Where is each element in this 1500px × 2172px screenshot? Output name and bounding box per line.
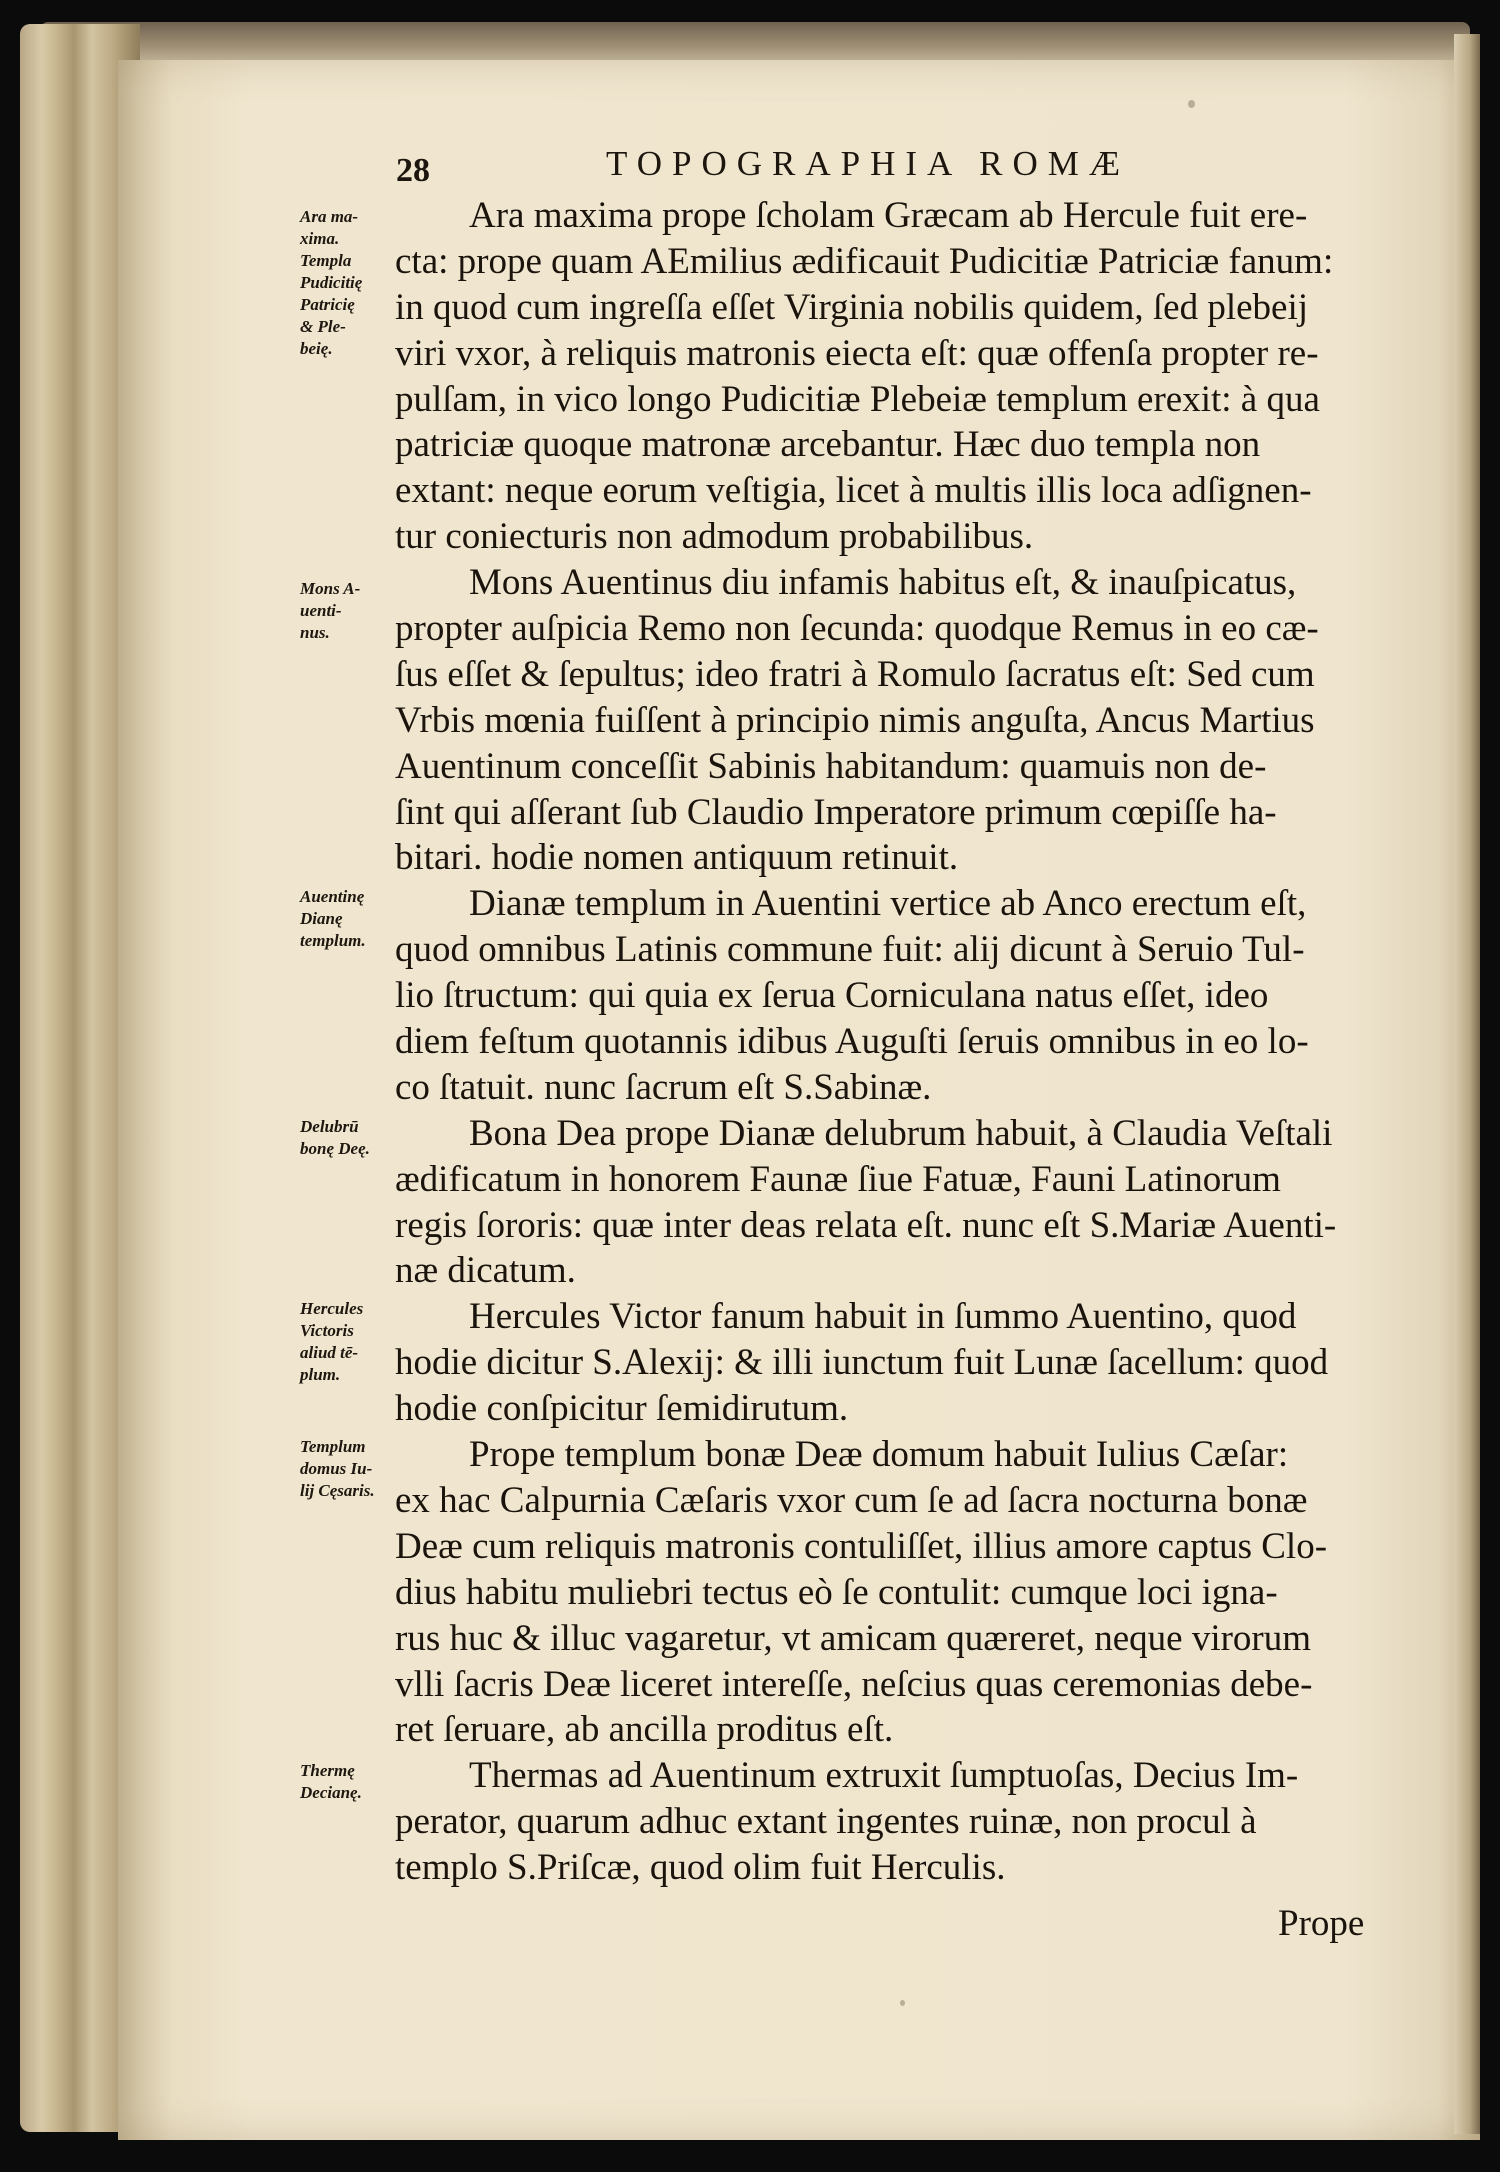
ink-spot	[900, 2000, 905, 2006]
text-line: hodie conſpicitur ſemidirutum.	[395, 1388, 849, 1430]
sidenote-line: nus.	[300, 623, 330, 642]
text-line: Auentinum conceſſit Sabinis habitandum: quamuis non de-	[395, 745, 1267, 787]
text-line: dius habitu muliebri tectus eò ſe contulit: cumque loci igna-	[395, 1571, 1278, 1613]
text-line: Deæ cum reliquis matronis contuliſſet, illius amore captus Clo-	[395, 1525, 1328, 1567]
text-line: ſus eſſet & ſepultus; ideo fratri à Romulo ſacratus eſt: Sed cum	[395, 653, 1315, 695]
text-line: pulſam, in vico longo Pudicitiæ Plebeiæ templum erexit: à qua	[395, 378, 1320, 420]
sidenote-line: Decianę.	[300, 1783, 362, 1802]
text-line: Vrbis mœnia fuiſſent à principio nimis anguſta, Ancus Martius	[395, 699, 1315, 741]
page-gutter	[1454, 34, 1480, 2134]
sidenote-line: uenti-	[300, 601, 342, 620]
text-line: Hercules Victor fanum habuit in ſummo Auentino, quod	[469, 1296, 1297, 1338]
sidenote-line: templum.	[300, 931, 366, 950]
sidenote-line: Auentinę	[300, 887, 365, 906]
sidenote-ara-maxima	[300, 206, 396, 360]
running-head	[0, 144, 1500, 194]
sidenote-line: Delubrū	[300, 1117, 359, 1136]
text-line: regis ſororis: quæ inter deas relata eſt. nunc eſt S.Mariæ Auenti-	[395, 1204, 1337, 1246]
text-line: propter auſpicia Remo non ſecunda: quodque Remus in eo cæ-	[395, 608, 1319, 650]
page-number: 28	[396, 152, 430, 189]
sidenote-line: & Ple-	[300, 317, 346, 336]
sidenote-line: Pudicitię	[300, 273, 363, 292]
text-line: hodie dicitur S.Alexij: & illi iunctum fuit Lunæ ſacellum: quod	[395, 1342, 1329, 1384]
sidenote-line: Hercules	[300, 1299, 364, 1318]
text-line: ædificatum in honorem Faunæ ſiue Fatuæ, Fauni Latinorum	[395, 1158, 1281, 1200]
text-line: lio ſtructum: qui quia ex ſerua Corniculana natus eſſet, ideo	[395, 975, 1269, 1017]
main-text	[395, 193, 1396, 1891]
text-line: diem feſtum quotannis idibus Auguſti ſeruis omnibus in eo lo-	[395, 1021, 1309, 1063]
page-title: TOPOGRAPHIA ROMÆ	[606, 144, 1131, 183]
sidenote-templum-domus-iulii	[300, 1436, 396, 1502]
text-line: rus huc & illuc vagaretur, vt amicam quæreret, neque virorum	[395, 1617, 1312, 1659]
text-line: vlli ſacris Deæ liceret intereſſe, neſcius quas ceremonias debe-	[395, 1663, 1313, 1705]
sidenote-thermae-decianae	[300, 1760, 396, 1804]
sidenote-line: Templum	[300, 1437, 366, 1456]
text-line: Thermas ad Auentinum extruxit ſumptuoſas, Decius Im-	[469, 1755, 1299, 1797]
sidenote-line: beię.	[300, 339, 333, 358]
sidenote-line: domus Iu-	[300, 1459, 373, 1478]
text-line: tur coniecturis non admodum probabilibus.	[395, 516, 1034, 558]
text-line: viri vxor, à reliquis matronis eiecta eſt: quæ offenſa propter re-	[395, 332, 1319, 374]
sidenote-line: aliud tē-	[300, 1343, 359, 1362]
sidenote-line: Patricię	[300, 295, 355, 314]
text-line: næ dicatum.	[395, 1250, 576, 1292]
sidenote-line: Dianę	[300, 909, 343, 928]
sidenote-hercules-victoris	[300, 1298, 396, 1386]
catchword: Prope	[1278, 1903, 1365, 1944]
text-line: quod omnibus Latinis commune fuit: alij dicunt à Seruio Tul-	[395, 929, 1305, 971]
text-line: extant: neque eorum veſtigia, licet à multis illis loca adſignen-	[395, 470, 1312, 512]
sidenote-aventinae-dianae	[300, 886, 396, 952]
text-line: ret ſeruare, ab ancilla proditus eſt.	[395, 1709, 894, 1751]
sidenote-line: Templa	[300, 251, 352, 270]
text-line: in quod cum ingreſſa eſſet Virginia nobilis quidem, ſed plebeij	[395, 286, 1309, 328]
text-line: Prope templum bonæ Deæ domum habuit Iulius Cæſar:	[469, 1434, 1289, 1476]
sidenote-delubrum-bonae-deae	[300, 1116, 396, 1160]
text-line: patriciæ quoque matronæ arcebantur. Hæc duo templa non	[395, 424, 1261, 466]
sidenote-line: xima.	[300, 229, 340, 248]
ink-spot	[1188, 100, 1195, 108]
sidenote-line: Thermę	[300, 1761, 355, 1780]
text-line: cta: prope quam AEmilius ædificauit Pudicitiæ Patriciæ fanum:	[395, 240, 1334, 282]
text-line: Bona Dea prope Dianæ delubrum habuit, à Claudia Veſtali	[469, 1112, 1333, 1154]
text-line: co ſtatuit. nunc ſacrum eſt S.Sabinæ.	[395, 1066, 932, 1108]
sidenote-mons-aventinus	[300, 578, 396, 644]
text-line: Mons Auentinus diu infamis habitus eſt, & inauſpicatus,	[469, 562, 1297, 604]
text-line: Dianæ templum in Auentini vertice ab Anco erectum eſt,	[469, 883, 1307, 925]
sidenote-line: lij Cęsaris.	[300, 1481, 375, 1500]
sidenote-line: Ara ma-	[300, 207, 359, 226]
sidenote-line: Victoris	[300, 1321, 354, 1340]
sidenote-line: plum.	[300, 1365, 341, 1384]
sidenote-line: Mons A-	[300, 579, 361, 598]
text-line: Ara maxima prope ſcholam Græcam ab Hercule fuit ere-	[469, 195, 1308, 236]
text-line: bitari. hodie nomen antiquum retinuit.	[395, 837, 959, 879]
sidenote-line: bonę Deę.	[300, 1139, 370, 1158]
text-line: templo S.Priſcæ, quod olim fuit Herculis.	[395, 1847, 1006, 1889]
text-line: ſint qui aſſerant ſub Claudio Imperatore primum cœpiſſe ha-	[395, 791, 1277, 833]
text-line: perator, quarum adhuc extant ingentes ruinæ, non procul à	[395, 1801, 1257, 1843]
text-line: ex hac Calpurnia Cæſaris vxor cum ſe ad ſacra nocturna bonæ	[395, 1479, 1308, 1521]
